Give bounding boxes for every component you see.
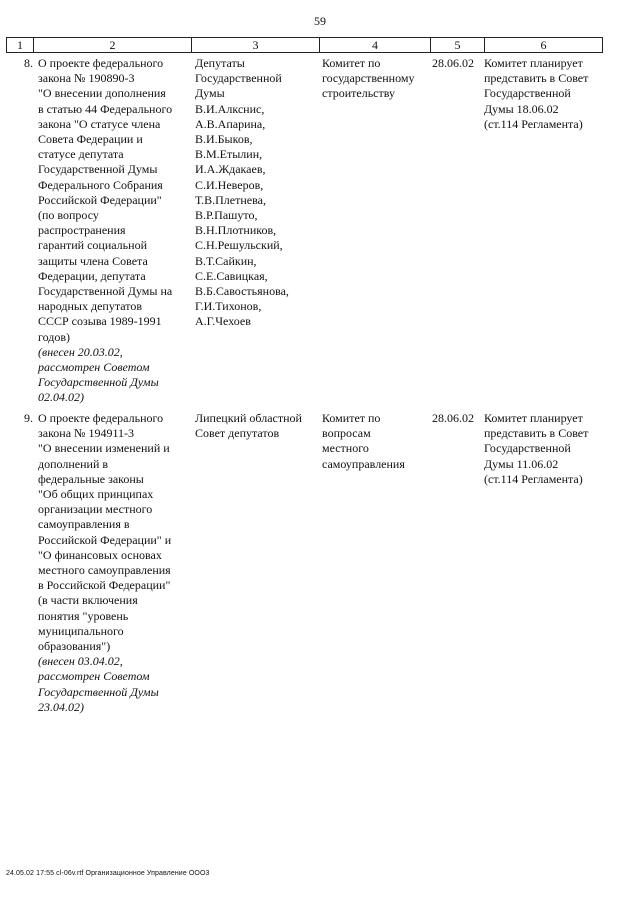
bill-title-line: СССР созыва 1989-1991 [38,314,162,329]
bill-title-line: защиты члена Совета [38,253,148,268]
bill-title-line: О проекте федерального [38,56,164,70]
bill-title-line: гарантий социальной [38,238,147,253]
committee-line: самоуправления [322,456,405,471]
column-header-6: 6 [485,38,603,53]
column-header-2: 2 [34,38,192,53]
submission-note-line: 02.04.02) [38,390,84,405]
column-header-3: 3 [192,38,320,53]
committee-plan [484,56,606,132]
bill-title-line: Федерального Собрания [38,177,163,192]
initiator-line: В.М.Етылин, [195,147,263,162]
committee-line: местного [322,441,369,456]
bill-title-line: закона "О статусе члена [38,116,161,131]
initiator-line: А.В.Апарина, [195,116,266,131]
bill-title-line: организации местного [38,502,153,517]
bill-title-line: Российской Федерации" [38,192,162,207]
entry-number: 9. [24,411,33,425]
initiator-line: Г.И.Тихонов, [195,299,262,314]
column-header-4: 4 [320,38,431,53]
bill-title-line: годов) [38,329,71,344]
bill-title-line: О проекте федерального [38,411,164,425]
bill-title-line: закона № 194911-3 [38,426,135,441]
initiator-line: Липецкий областной [195,411,302,425]
submission-note-line: (внесен 20.03.02, [38,344,123,359]
bill-title-line: федеральные законы [38,471,144,486]
committee-plan [484,411,606,487]
initiator-line: Т.В.Плетнева, [195,192,266,207]
deadline-date: 28.06.02 [432,56,474,70]
plan-line: Государственной [484,86,571,101]
bill-title-line: Совета Федерации и [38,132,143,147]
initiator-line: В.И.Алкснис, [195,101,265,116]
initiator-line: В.Т.Сайкин, [195,253,257,268]
bill-title-line: "Об общих принципах [38,487,154,502]
submission-note-line: (внесен 03.04.02, [38,654,123,669]
bill-title-line: распространения [38,223,126,238]
submission-note-line: Государственной Думы [38,375,159,390]
bill-title-line: Государственной Думы на [38,284,173,299]
bill-description [38,56,190,406]
initiator [195,411,317,441]
bill-title-line: закона № 190890-3 [38,71,135,86]
initiator-line: Совет депутатов [195,426,280,441]
submission-note-line: рассмотрен Советом [38,360,150,375]
committee-line: строительству [322,86,395,101]
plan-line: Думы 11.06.02 [484,456,559,471]
submission-note-line: Государственной Думы [38,684,159,699]
bill-title-line: народных депутатов [38,299,143,314]
initiator-line: Государственной [195,71,282,86]
initiator-line: В.Р.Пашуто, [195,208,258,223]
initiator-line: В.Б.Савостьянова, [195,284,289,299]
bill-title-line: в Российской Федерации" [38,578,171,593]
committee-line: Комитет по [322,411,381,425]
initiator [195,56,317,330]
entry-number: 8. [24,56,33,70]
column-header-1: 1 [7,38,34,53]
bill-title-line: Российской Федерации" и [38,532,172,547]
plan-line: (ст.114 Регламента) [484,471,583,486]
committee [322,56,427,102]
plan-line: представить в Совет [484,426,589,441]
bill-title-line: самоуправления в [38,517,130,532]
plan-line: Думы 18.06.02 [484,101,559,116]
document-footer: 24.05.02 17:55 cl-06v.rtf Организационное Управление ООО3 [6,870,210,877]
column-number-header [6,37,603,53]
plan-line: Комитет планирует [484,56,583,70]
initiator-line: С.Е.Савицкая, [195,268,268,283]
initiator-line: И.А.Ждакаев, [195,162,266,177]
submission-note-line: 23.04.02) [38,699,84,714]
initiator-line: В.Н.Плотников, [195,223,277,238]
bill-title-line: "О финансовых основах [38,547,162,562]
initiator-line: Думы [195,86,225,101]
bill-title-line: Федерации, депутата [38,268,146,283]
initiator-line: С.И.Неверов, [195,177,264,192]
bill-description [38,411,190,715]
deadline-date: 28.06.02 [432,411,474,425]
bill-title-line: "О внесении изменений и [38,441,170,456]
plan-line: (ст.114 Регламента) [484,116,583,131]
initiator-line: В.И.Быков, [195,132,253,147]
bill-title-line: (в части включения [38,593,138,608]
initiator-line: Депутаты [195,56,245,70]
bill-title-line: понятия "уровень [38,608,129,623]
committee-line: Комитет по [322,56,381,70]
committee-line: вопросам [322,426,371,441]
committee [322,411,427,472]
bill-title-line: образования") [38,639,111,654]
page-number: 59 [314,14,326,28]
column-header-5: 5 [431,38,485,53]
bill-title-line: (по вопросу [38,208,99,223]
bill-title-line: в статью 44 Федерального [38,101,173,116]
plan-line: Комитет планирует [484,411,583,425]
submission-note-line: рассмотрен Советом [38,669,150,684]
bill-title-line: местного самоуправления [38,563,171,578]
initiator-line: А.Г.Чехоев [195,314,251,329]
bill-title-line: статусе депутата [38,147,124,162]
bill-title-line: "О внесении дополнения [38,86,166,101]
committee-line: государственному [322,71,415,86]
bill-title-line: дополнений в [38,456,109,471]
plan-line: Государственной [484,441,571,456]
plan-line: представить в Совет [484,71,589,86]
bill-title-line: Государственной Думы [38,162,158,177]
bill-title-line: муниципального [38,623,124,638]
initiator-line: С.Н.Решульский, [195,238,283,253]
